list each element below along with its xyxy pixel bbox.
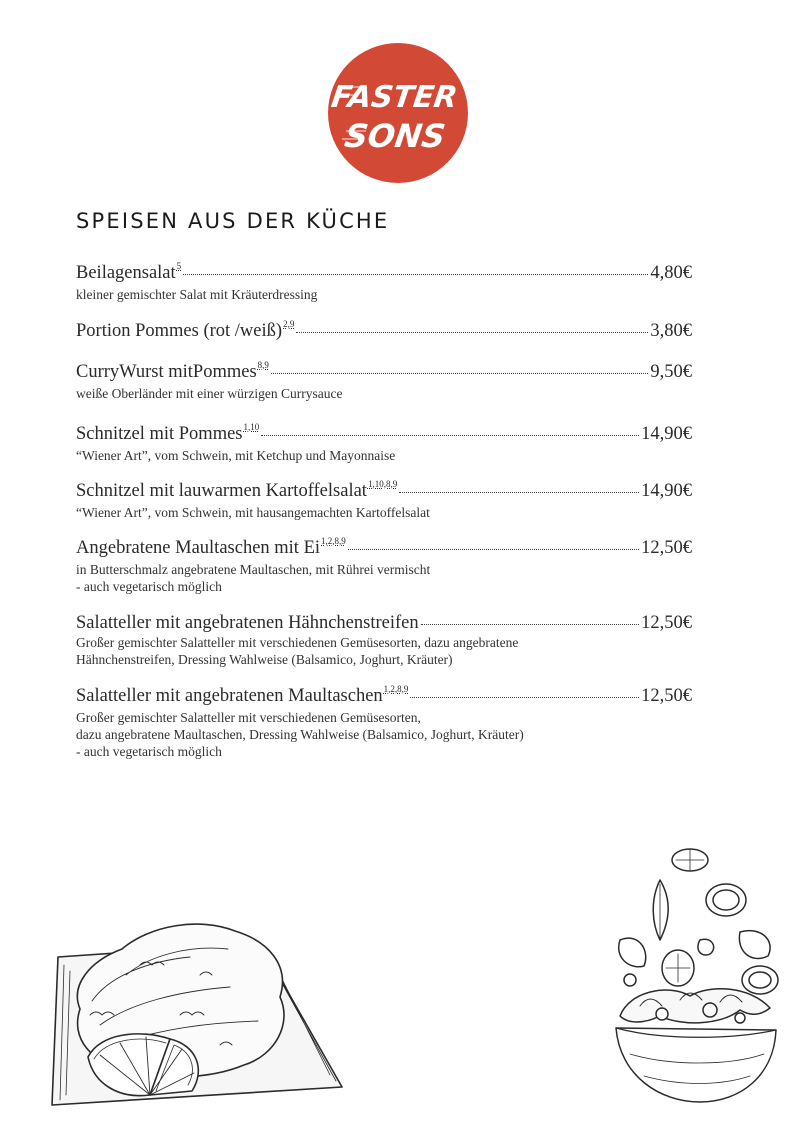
dot-leader — [296, 332, 648, 333]
dot-leader — [261, 435, 639, 436]
dot-leader — [271, 373, 648, 374]
dot-leader — [348, 549, 639, 550]
brand-logo — [328, 43, 468, 183]
dot-leader — [421, 624, 640, 625]
item-description: in Butterschmalz angebratene Maultaschen, mit Rührei vermischt — [76, 562, 431, 577]
item-price: 3,80€ — [650, 321, 692, 341]
dot-leader — [183, 274, 648, 275]
allergen-codes: 1,2,8,9 — [383, 684, 409, 694]
menu-item — [76, 685, 692, 760]
item-price: 12,50€ — [641, 686, 692, 706]
item-name: Angebratene Maultaschen mit Ei — [76, 538, 321, 558]
item-name: Schnitzel mit lauwarmen Kartoffelsalat — [76, 481, 367, 501]
item-description: dazu angebratene Maultaschen, Dressing Wahlweise (Balsamico, Joghurt, Kräuter) — [76, 727, 524, 742]
allergen-codes: 2,9 — [283, 319, 295, 329]
section-title: SPEISEN AUS DER KÜCHE — [76, 209, 390, 233]
item-price: 9,50€ — [650, 362, 692, 382]
menu-item — [76, 480, 692, 521]
schnitzel-illustration — [30, 905, 350, 1115]
menu-item — [76, 612, 692, 668]
item-description: “Wiener Art”, vom Schwein, mit Ketchup und Mayonnaise — [76, 448, 396, 463]
menu-item — [76, 320, 692, 344]
item-description: weiße Oberländer mit einer würzigen Currysauce — [76, 386, 343, 401]
item-description: - auch vegetarisch möglich — [76, 744, 222, 759]
item-price: 14,90€ — [641, 481, 692, 501]
logo-text-line1: FASTER — [329, 80, 460, 115]
item-description: - auch vegetarisch möglich — [76, 579, 222, 594]
item-description: “Wiener Art”, vom Schwein, mit hausangemachten Kartoffelsalat — [76, 505, 430, 520]
allergen-codes: 1,10,8,9 — [367, 479, 398, 489]
logo-emblem — [328, 43, 468, 183]
menu-item — [76, 423, 692, 464]
item-description: kleiner gemischter Salat mit Kräuterdressing — [76, 287, 318, 302]
dot-leader — [399, 492, 639, 493]
item-price: 14,90€ — [641, 424, 692, 444]
allergen-codes: 8,9 — [257, 360, 269, 370]
item-name: Salatteller mit angebratenen Hähnchenstreifen — [76, 613, 419, 633]
allergen-codes: 1,10 — [243, 422, 260, 432]
dot-leader — [410, 697, 639, 698]
salad-bowl-illustration — [600, 840, 790, 1115]
allergen-codes: 5 — [176, 261, 182, 271]
logo-text-line2: SONS — [342, 117, 448, 155]
item-name: Schnitzel mit Pommes — [76, 424, 243, 444]
item-name: Beilagensalat — [76, 263, 176, 283]
menu-item — [76, 262, 692, 303]
allergen-codes: 1,2,8,9 — [321, 536, 346, 546]
item-description: Großer gemischter Salatteller mit verschiedenen Gemüsesorten, — [76, 710, 421, 725]
menu-item — [76, 537, 692, 595]
item-price: 4,80€ — [650, 263, 692, 283]
item-price: 12,50€ — [641, 538, 692, 558]
item-name: Salatteller mit angebratenen Maultaschen — [76, 686, 383, 706]
menu-item — [76, 361, 692, 402]
item-description: Großer gemischter Salatteller mit verschiedenen Gemüsesorten, dazu angebratene — [76, 635, 519, 650]
item-name: Portion Pommes (rot /weiß) — [76, 321, 283, 341]
item-description: Hähnchenstreifen, Dressing Wahlweise (Balsamico, Joghurt, Kräuter) — [76, 652, 453, 667]
item-price: 12,50€ — [641, 613, 692, 633]
item-name: CurryWurst mitPommes — [76, 362, 257, 382]
